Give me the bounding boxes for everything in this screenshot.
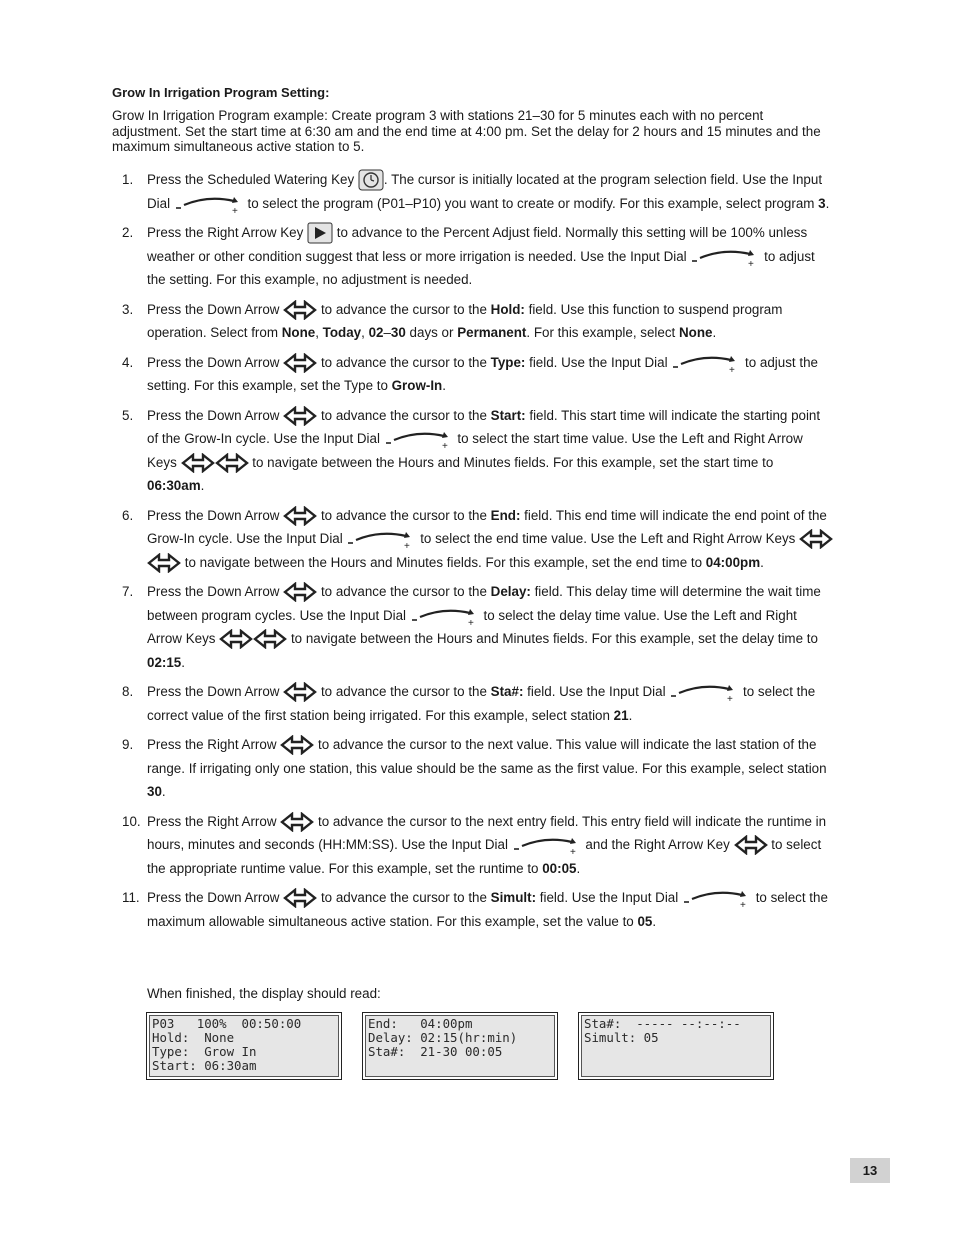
step-8 <box>112 680 834 727</box>
step-text: Press the Right Arrow Key <box>147 225 304 240</box>
right-arrow-icon <box>280 735 314 755</box>
input-dial-icon <box>512 834 582 856</box>
step-text: to select the start time value. Use the Left and Right Arrow Keys <box>147 431 803 470</box>
field-name: Delay: <box>490 584 531 599</box>
step-number: 7. <box>122 584 134 599</box>
step-text: , <box>361 325 369 340</box>
step-text: and the Right Arrow Key <box>585 837 730 852</box>
step-text: field. Use the Input Dial <box>525 354 668 370</box>
step-text: field. Use the Input Dial <box>523 684 666 699</box>
step-text: Press the Scheduled Watering Key <box>147 172 355 187</box>
lcd-display-2 <box>362 1012 558 1080</box>
step-number: 1. <box>122 172 134 187</box>
input-dial-icon <box>669 681 739 703</box>
down-arrow-icon <box>283 888 317 908</box>
step-text: to advance the cursor to the <box>320 301 491 317</box>
down-arrow-icon <box>283 506 317 526</box>
field-name: Start: <box>490 407 526 423</box>
step-text: . For this example, select <box>526 325 679 340</box>
input-dial-icon <box>346 528 416 550</box>
step-number: 9. <box>122 737 134 752</box>
step-text: . <box>628 707 633 723</box>
field-name: Simult: <box>490 890 537 905</box>
step-text: to advance the cursor to the <box>320 684 491 699</box>
svg-text:+: + <box>569 847 576 857</box>
step-text: to navigate between the Hours and Minutes fields. For this example, set the end time to <box>184 554 706 570</box>
right-arrow-key-icon <box>147 553 181 573</box>
step-text: to select the program (P01–P10) you want to create or modify. For this example, select program <box>247 195 819 211</box>
step-text: to advance the cursor to the next value. This value will indicate the last station of the range. If irrigating only one station, this value should be the same as the first value. For this example, select station <box>147 737 827 776</box>
svg-text:+: + <box>729 364 736 374</box>
down-arrow-icon <box>283 300 317 320</box>
field-name: Hold: <box>490 301 525 317</box>
step-text: to select the delay time value. Use the Left and Right Arrow Keys <box>147 607 797 646</box>
step-text: to advance the cursor to the <box>320 407 491 423</box>
step-text: to adjust the setting. For this example, no adjustment is needed. <box>147 248 815 287</box>
step-text: to advance the cursor to the next entry field. This entry field will indicate the runtime in hours, minutes and seconds (HH:MM:SS). Use the Input Dial <box>147 813 827 852</box>
input-dial-icon <box>174 193 244 215</box>
right-arrow-key-icon <box>253 629 287 649</box>
step-value: 30 <box>147 784 162 799</box>
finish-text: When finished, the display should read: <box>147 986 381 1001</box>
option-none: None <box>281 325 316 340</box>
step-text: field. Use this function to suspend program operation. Select from <box>147 301 783 340</box>
step-text: Press the Down Arrow <box>147 584 280 599</box>
step-value: None <box>678 325 713 340</box>
right-arrow-icon <box>280 812 314 832</box>
right-arrow-key-icon <box>734 835 768 855</box>
step-text: . <box>825 195 830 211</box>
step-9 <box>112 733 834 804</box>
step-text: to select the correct value of the first station being irrigated. For this example, select station <box>147 684 816 723</box>
step-text: . <box>181 654 185 670</box>
step-text: to navigate between the Hours and Minutes fields. For this example, set the start time to <box>252 454 774 470</box>
step-text: . <box>442 378 446 393</box>
instruction-steps <box>112 168 834 939</box>
left-arrow-key-icon <box>799 529 833 549</box>
step-text: – <box>383 325 391 340</box>
step-text: to advance to the Percent Adjust field. Normally this setting will be 100% unless weather or other condition suggest that less or more irrigation is needed. Use the Input Dial <box>147 225 808 264</box>
down-arrow-icon <box>283 682 317 702</box>
down-arrow-icon <box>283 353 317 373</box>
step-value: 3 <box>818 195 826 211</box>
right-arrow-key-icon <box>307 222 333 244</box>
step-text: . <box>200 478 205 493</box>
step-1 <box>112 168 834 215</box>
intro-paragraph: Grow In Irrigation Program example: Create program 3 with stations 21–30 for 5 minutes each with no percent adjustment. Set the start time at 6:30 am and the end time at 4:00 pm. Set the delay for 2 hours and 15 minutes and the maximum simultaneous active station to 5. <box>112 108 821 155</box>
step-number: 2. <box>122 225 134 240</box>
field-name: End: <box>490 507 521 523</box>
step-number: 8. <box>122 684 134 699</box>
step-text: Press the Down Arrow <box>147 890 280 905</box>
step-text: Press the Right Arrow <box>147 737 277 752</box>
step-text: . <box>712 325 717 340</box>
step-text: Press the Down Arrow <box>147 354 280 370</box>
step-text: Press the Right Arrow <box>147 813 277 829</box>
step-10 <box>112 810 834 881</box>
step-text: to advance the cursor to the <box>320 584 491 599</box>
step-text: to select the maximum allowable simultaneous active station. For this example, set the value to <box>147 890 828 929</box>
step-value: 06:30am <box>147 478 201 493</box>
page-number: 13 <box>850 1158 890 1183</box>
step-number: 4. <box>122 354 134 370</box>
step-text: field. This delay time will determine the wait time between program cycles. Use the Input Dial <box>147 584 821 623</box>
right-arrow-key-icon <box>215 453 249 473</box>
svg-text:+: + <box>231 205 238 215</box>
step-text: . <box>576 860 581 876</box>
lcd-text: P03 100% 00:50:00 Hold: None Type: Grow In Start: 06:30am <box>152 1016 302 1073</box>
step-text: . <box>161 784 166 799</box>
step-text: Press the Down Arrow <box>147 407 280 423</box>
step-text: Press the Down Arrow <box>147 301 280 317</box>
step-number: 10. <box>122 813 141 829</box>
step-11 <box>112 886 834 933</box>
step-text: . The cursor is initially located at the program selection field. Use the Input Dial <box>147 172 823 211</box>
step-6 <box>112 504 834 575</box>
step-text: field. Use the Input Dial <box>536 890 679 905</box>
lcd-display-1 <box>146 1012 342 1080</box>
svg-text:+: + <box>404 541 411 551</box>
step-number: 3. <box>122 301 134 317</box>
step-value: 05 <box>637 913 653 929</box>
field-name: Type: <box>490 354 526 370</box>
step-value: 02:15 <box>147 654 182 670</box>
step-number: 6. <box>122 507 134 523</box>
step-text: to adjust the setting. For this example, set the Type to <box>147 354 818 393</box>
step-text: . <box>760 554 764 570</box>
input-dial-icon <box>384 428 454 450</box>
svg-text:+: + <box>441 441 448 451</box>
step-text: . <box>652 913 657 929</box>
svg-text:+: + <box>467 617 474 627</box>
step-text: to navigate between the Hours and Minutes fields. For this example, set the delay time to <box>290 631 818 646</box>
input-dial-icon <box>410 605 480 627</box>
scheduled-watering-key-icon <box>358 169 384 191</box>
step-text: days or <box>405 325 458 340</box>
left-arrow-key-icon <box>219 629 253 649</box>
step-text: to advance the cursor to the <box>320 890 491 905</box>
input-dial-icon <box>671 352 741 374</box>
input-dial-icon <box>690 246 760 268</box>
step-2 <box>112 221 834 292</box>
option-range-start: 02 <box>368 325 384 340</box>
lcd-text: End: 04:00pm Delay: 02:15(hr:min) Sta#: 21-30 00:05 <box>368 1016 518 1059</box>
option-range-end: 30 <box>390 325 406 340</box>
step-text: , <box>315 325 323 340</box>
option-today: Today <box>322 325 362 340</box>
step-text: field. This end time will indicate the end point of the Grow-In cycle. Use the Input Dial <box>147 507 827 546</box>
svg-text:+: + <box>727 694 734 704</box>
step-text: to advance the cursor to the <box>320 507 491 523</box>
step-7 <box>112 580 834 674</box>
lcd-display-3 <box>578 1012 774 1080</box>
step-number: 5. <box>122 407 134 423</box>
svg-text:+: + <box>739 900 746 910</box>
section-heading: Grow In Irrigation Program Setting: <box>112 85 330 100</box>
step-number: 11. <box>122 890 140 905</box>
step-4 <box>112 351 834 398</box>
option-permanent: Permanent <box>457 325 527 340</box>
step-value: Grow-In <box>391 378 443 393</box>
step-5 <box>112 404 834 498</box>
step-text: Press the Down Arrow <box>147 684 280 699</box>
svg-text:+: + <box>748 258 755 268</box>
step-value: 21 <box>613 707 629 723</box>
lcd-text: Sta#: ----- --:--:-- Simult: 05 <box>584 1016 741 1045</box>
step-value: 04:00pm <box>705 554 761 570</box>
step-text: to select the appropriate runtime value. For this example, set the runtime to <box>147 837 822 876</box>
step-text: field. This start time will indicate the starting point of the Grow-In cycle. Use the Input Dial <box>147 407 821 446</box>
down-arrow-icon <box>283 406 317 426</box>
step-3 <box>112 298 834 345</box>
step-text: to select the end time value. Use the Left and Right Arrow Keys <box>420 531 796 546</box>
step-text: Press the Down Arrow <box>147 507 280 523</box>
input-dial-icon <box>682 887 752 909</box>
down-arrow-icon <box>283 582 317 602</box>
field-name: Sta#: <box>490 684 524 699</box>
step-value: 00:05 <box>542 860 577 876</box>
step-text: to advance the cursor to the <box>320 354 491 370</box>
left-arrow-key-icon <box>181 453 215 473</box>
